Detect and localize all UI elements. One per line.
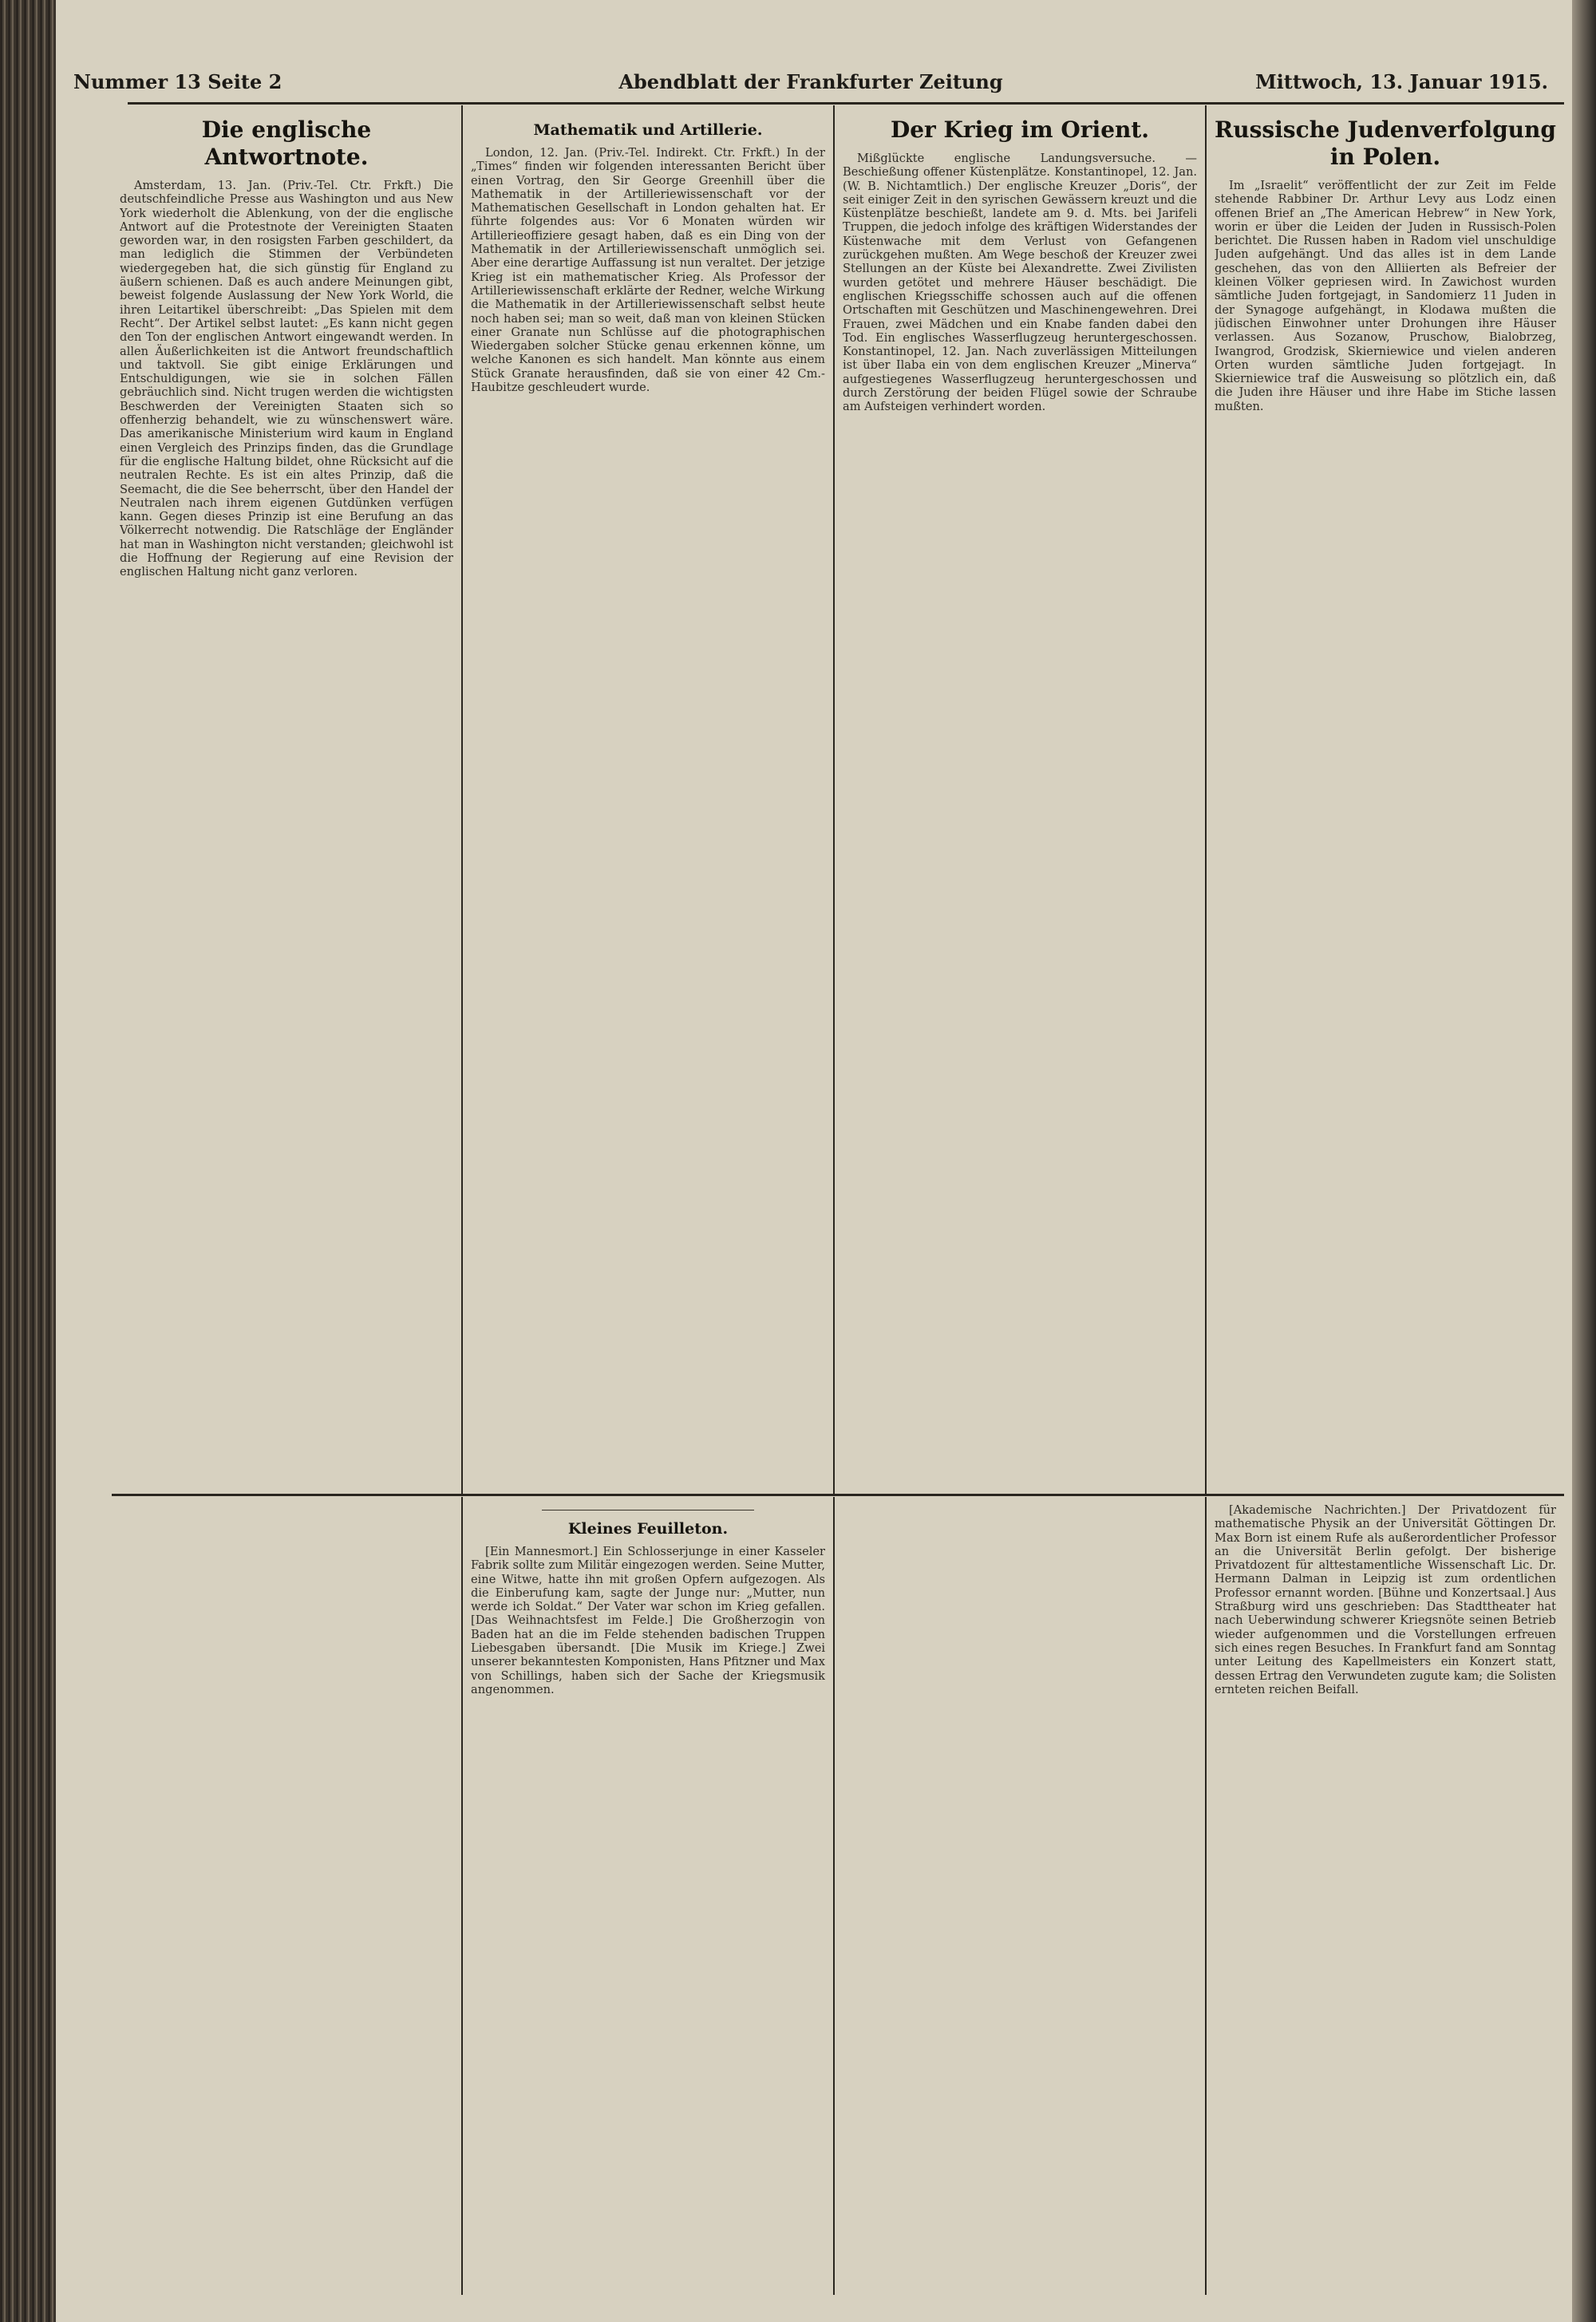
issue-date: Mittwoch, 13. Januar 1915. (1255, 70, 1548, 93)
feuilleton-column (471, 1503, 825, 2285)
article-column (471, 112, 825, 1486)
article-body: London, 12. Jan. (Priv.-Tel. Indirekt. Ctr. Frkft.) In der „Times“ finden wir folgenden interessanten Bericht über einen Vortrag, den Sir George Greenhill über die Mathematik in der Artilleriewissenschaft vor der Mathematischen Gesellschaft in London gehalten hat. Er führte folgendes aus: Vor 6 Monaten würden wir Artillerieoffiziere gesagt haben, daß es ein Ding von der Mathematik in der Artilleriewissenschaft unmöglich sei. Aber eine derartige Auffassung ist nun veraltet. Der jetzige Krieg ist ein mathematischer Krieg. Als Professor der Artilleriewissenschaft erklärte der Redner, welche Wirkung die Mathematik in der Artilleriewissenschaft selbst heute noch haben sei; man so weit, daß man von kleinen Stücken einer Granate nun Schlüsse auf die photographischen Wiedergaben solcher Stücke genau erkennen könne, um welche Kanonen es sich handelt. Man könnte aus einem Stück Granate herausfinden, daß sie von einer 42 Cm.-Haubitze geschleudert wurde. (471, 146, 825, 395)
column-rule (461, 1497, 463, 2295)
header-rule (128, 102, 1564, 105)
column-rule (1205, 1497, 1207, 2295)
feuilleton-title: Kleines Feuilleton. (567, 1520, 729, 1538)
column-rule (833, 1497, 835, 2295)
column-rule (461, 105, 463, 1494)
article-title: Russische Judenverfolgung in Polen. (1215, 116, 1556, 170)
newspaper-title: Abendblatt der Frankfurter Zeitung (618, 70, 1003, 93)
page-edge (1572, 0, 1596, 2322)
article-title: Der Krieg im Orient. (890, 116, 1150, 143)
article-title: Mathematik und Artillerie. (533, 121, 763, 139)
page-number: Nummer 13 Seite 2 (73, 70, 282, 93)
book-binding (0, 0, 56, 2322)
article-body: Amsterdam, 13. Jan. (Priv.-Tel. Ctr. Frkft.) Die deutschfeindliche Presse aus Washington und aus New York wiederholt die Ablenkung, von der die englische Antwort auf die Protestnote der Vereinigten Staaten geworden war, in den rosigsten Farben geschildert, da man lediglich die Stimmen der Verbündeten wiedergegeben hat, die sich günstig für England zu äußern schienen. Daß es auch andere Meinungen gibt, beweist folgende Auslassung der New York World, die ihren Leitartikel überschreibt: „Das Spielen mit dem Recht“. Der Artikel selbst lautet: „Es kann nicht gegen den Ton der englischen Antwort eingewandt werden. In allen Äußerlichkeiten ist die Antwort freundschaftlich und taktvoll. Sie gibt einige Erklärungen und Entschuldigungen, wie sie in solchen Fällen gebräuchlich sind. Nicht trugen werden die wichtigsten Beschwerden der Vereinigten Staaten sich so offenherzig behandelt, wie zu wünschenswert wäre. Das amerikanische Ministerium wird kaum in England einen Vergleich des Prinzips finden, das die Grundlage für die englische Haltung bildet, ohne Rücksicht auf die neutralen Rechte. Es ist ein altes Prinzip, daß die Seemacht, die die See beherrscht, über den Handel der Neutralen nach ihrem eigenen Gutdünken verfügen kann. Gegen dieses Prinzip ist eine Berufung an das Völkerrecht notwendig. Die Ratschläge der Engländer hat man in Washington nicht verstanden; gleichwohl ist die Hoffnung der Regierung auf eine Revision der englischen Haltung nicht ganz verloren. (120, 179, 453, 579)
page-header (73, 70, 1548, 96)
column-rule (1205, 105, 1207, 1494)
feuilleton-body: [Ein Mannesmort.] Ein Schlosserjunge in einer Kasseler Fabrik sollte zum Militär eingezogen werden. Seine Mutter, eine Witwe, hatte ihn mit großen Opfern aufgezogen. Als die Einberufung kam, sagte der Junge nur: „Mutter, nun werde ich Soldat.“ Der Vater war schon im Krieg gefallen. [Das Weihnachtsfest im Felde.] Die Großherzogin von Baden hat an die im Felde stehenden badischen Truppen Liebesgaben übersandt. [Die Musik im Kriege.] Zwei unserer bekanntesten Komponisten, Hans Pfitzner und Max von Schillings, haben sich der Sache der Kriegsmusik angenommen. (471, 1545, 825, 1696)
news-column (1215, 1503, 1556, 2285)
feuilleton-rule (112, 1494, 1564, 1496)
article-column (843, 112, 1197, 1486)
article-column (1215, 112, 1556, 1486)
column-rule (833, 105, 835, 1494)
news-body: [Akademische Nachrichten.] Der Privatdozent für mathematische Physik an der Universität Göttingen Dr. Max Born ist einem Rufe als außerordentlicher Professor an die Universität Berlin gefolgt. Der bisherige Privatdozent für alttestamentliche Wissenschaft Lic. Dr. Hermann Dalman in Leipzig ist zum ordentlichen Professor ernannt worden. [Bühne und Konzertsaal.] Aus Straßburg wird uns geschrieben: Das Stadttheater hat nach Ueberwindung schwerer Kriegsnöte seinen Betrieb wieder aufgenommen und die Vorstellungen erfreuen sich eines regen Besuches. In Frankfurt fand am Sonntag unter Leitung des Kapellmeisters ein Konzert statt, dessen Ertrag den Verwundeten zugute kam; die Solisten ernteten reichen Beifall. (1215, 1503, 1556, 1696)
article-title: Die englische Antwortnote. (201, 116, 372, 170)
article-column (120, 112, 453, 1486)
article-body: Im „Israelit“ veröffentlicht der zur Zeit im Felde stehende Rabbiner Dr. Arthur Levy aus Lodz einen offenen Brief an „The American Hebrew“ in New York, worin er über die Leiden der Juden in Russisch-Polen berichtet. Die Russen haben in Radom viel unschuldige Juden aufgehängt. Und das alles ist in dem Lande geschehen, das von den Alliierten als Befreier der kleinen Völker gepriesen wird. In Zawichost wurden sämtliche Juden fortgejagt, in Sandomierz 11 Juden in der Synagoge aufgehängt, in Klodawa mußten die jüdischen Einwohner unter Drohungen ihre Häuser verlassen. Aus Sozanow, Pruschow, Bialobrzeg, Iwangrod, Grodzisk, Skierniewice und vielen anderen Orten wurden sämtliche Juden fortgejagt. In Skierniewice traf die Ausweisung so plötzlich ein, daß die Juden ihre Häuser und ihre Habe im Stiche lassen mußten. (1215, 179, 1556, 413)
article-body: Mißglückte englische Landungsversuche. — Beschießung offener Küstenplätze. Konstantinopel, 12. Jan. (W. B. Nichtamtlich.) Der englische Kreuzer „Doris“, der seit einiger Zeit in den syrischen Gewässern kreuzt und die Küstenplätze beschießt, landete am 9. d. Mts. bei Jarifeli Truppen, die jedoch infolge des kräftigen Widerstandes der Küstenwache mit dem Verlust von Gefangenen zurückgehen mußten. Am Wege beschoß der Kreuzer zwei Stellungen an der Küste bei Alexandrette. Zwei Zivilisten wurden getötet und mehrere Häuser beschädigt. Die englischen Kriegsschiffe schossen auch auf die offenen Ortschaften mit Geschützen und Maschinengewehren. Drei Frauen, zwei Mädchen und ein Knabe fanden dabei den Tod. Ein englisches Wasserflugzeug heruntergeschossen. Konstantinopel, 12. Jan. Nach zuverlässigen Mitteilungen ist über Ilaba ein von dem englischen Kreuzer „Minerva“ aufgestiegenes Wasserflugzeug heruntergeschossen und durch Zerstörung der beiden Flügel sowie der Schraube am Aufsteigen verhindert worden. (843, 152, 1197, 414)
